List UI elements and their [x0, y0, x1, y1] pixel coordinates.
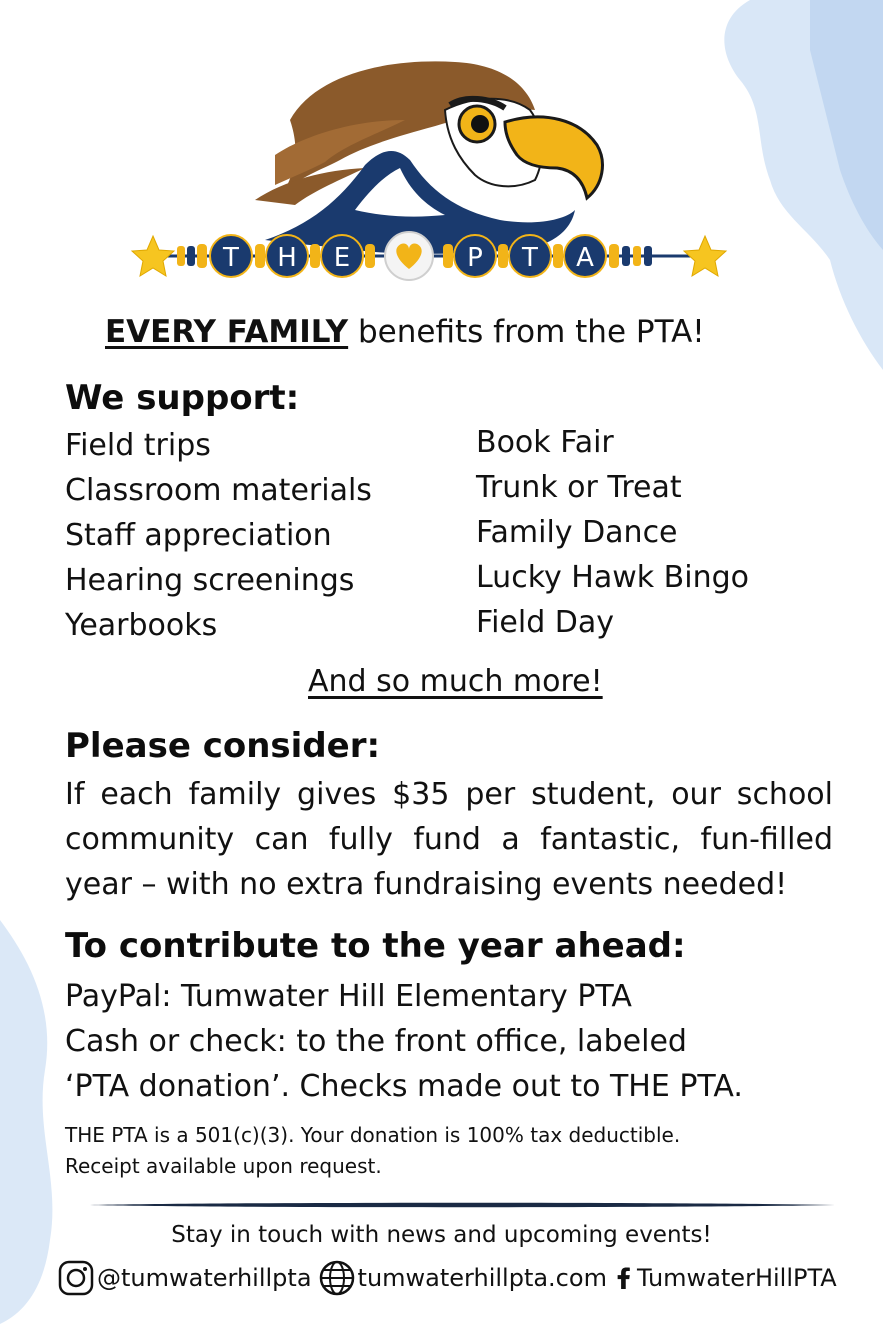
list-item: Lucky Hawk Bingo: [476, 560, 750, 595]
facebook-icon: [613, 1259, 635, 1297]
tax-line: THE PTA is a 501(c)(3). Your donation is 100% tax deductible.: [65, 1123, 681, 1147]
website-link[interactable]: [318, 1259, 607, 1297]
bead-p: [454, 235, 496, 277]
facebook-link[interactable]: [613, 1259, 837, 1297]
instagram-handle: @tumwaterhillpta: [97, 1264, 312, 1292]
support-list-left: [65, 423, 372, 648]
stay-in-touch: Stay in touch with news and upcoming events!: [171, 1222, 712, 1248]
divider: [90, 1200, 835, 1210]
fine-print: [65, 1120, 680, 1182]
website-url: tumwaterhillpta.com: [357, 1264, 607, 1292]
instagram-link[interactable]: [57, 1259, 312, 1297]
list-item: Yearbooks: [65, 608, 218, 643]
list-item: Hearing screenings: [65, 563, 355, 598]
headline: [105, 314, 705, 350]
consider-heading: Please consider:: [65, 726, 381, 766]
list-item: Staff appreciation: [65, 518, 332, 553]
headline-emphasis: EVERY FAMILY: [105, 314, 349, 350]
consider-body: If each family gives $35 per student, our school community can fully fund a fantastic, fun-filled year – with no extra fundraising events needed!: [65, 777, 833, 902]
contribute-heading: To contribute to the year ahead:: [65, 926, 686, 966]
contribute-lines: [65, 974, 743, 1109]
support-heading: We support:: [65, 378, 300, 418]
star-left: [132, 236, 174, 276]
checks-payable-line: ‘PTA donation’. Checks made out to THE PTA.: [65, 1069, 743, 1104]
svg-text:H: H: [277, 243, 297, 273]
pta-hawk-logo: [125, 50, 735, 295]
support-list-right: [476, 420, 749, 645]
bead-heart: [385, 232, 433, 280]
list-item: Classroom materials: [65, 473, 372, 508]
list-item: Field Day: [476, 605, 615, 640]
svg-text:T: T: [223, 243, 239, 273]
bead-t-2: [509, 235, 551, 277]
svg-text:A: A: [576, 243, 594, 273]
svg-text:P: P: [467, 243, 483, 273]
bead-t-1: [210, 235, 252, 277]
bead-h: [266, 235, 308, 277]
and-so-much-more: And so much more!: [308, 664, 603, 699]
svg-text:T: T: [522, 243, 538, 273]
bead-e: [321, 235, 363, 277]
list-item: Family Dance: [476, 515, 678, 550]
headline-rest: benefits from the PTA!: [348, 314, 705, 350]
paypal-line: PayPal: Tumwater Hill Elementary PTA: [65, 979, 632, 1014]
list-item: Trunk or Treat: [476, 470, 682, 505]
svg-text:E: E: [333, 243, 351, 273]
list-item: Field trips: [65, 428, 211, 463]
social-links: [57, 1258, 843, 1298]
instagram-icon: [57, 1259, 95, 1297]
cash-check-line: Cash or check: to the front office, labeled: [65, 1024, 687, 1059]
bead-a: [564, 235, 606, 277]
facebook-handle: TumwaterHillPTA: [636, 1264, 837, 1292]
star-right: [684, 236, 726, 276]
receipt-line: Receipt available upon request.: [65, 1154, 382, 1178]
globe-icon: [318, 1259, 356, 1297]
list-item: Book Fair: [476, 425, 614, 460]
